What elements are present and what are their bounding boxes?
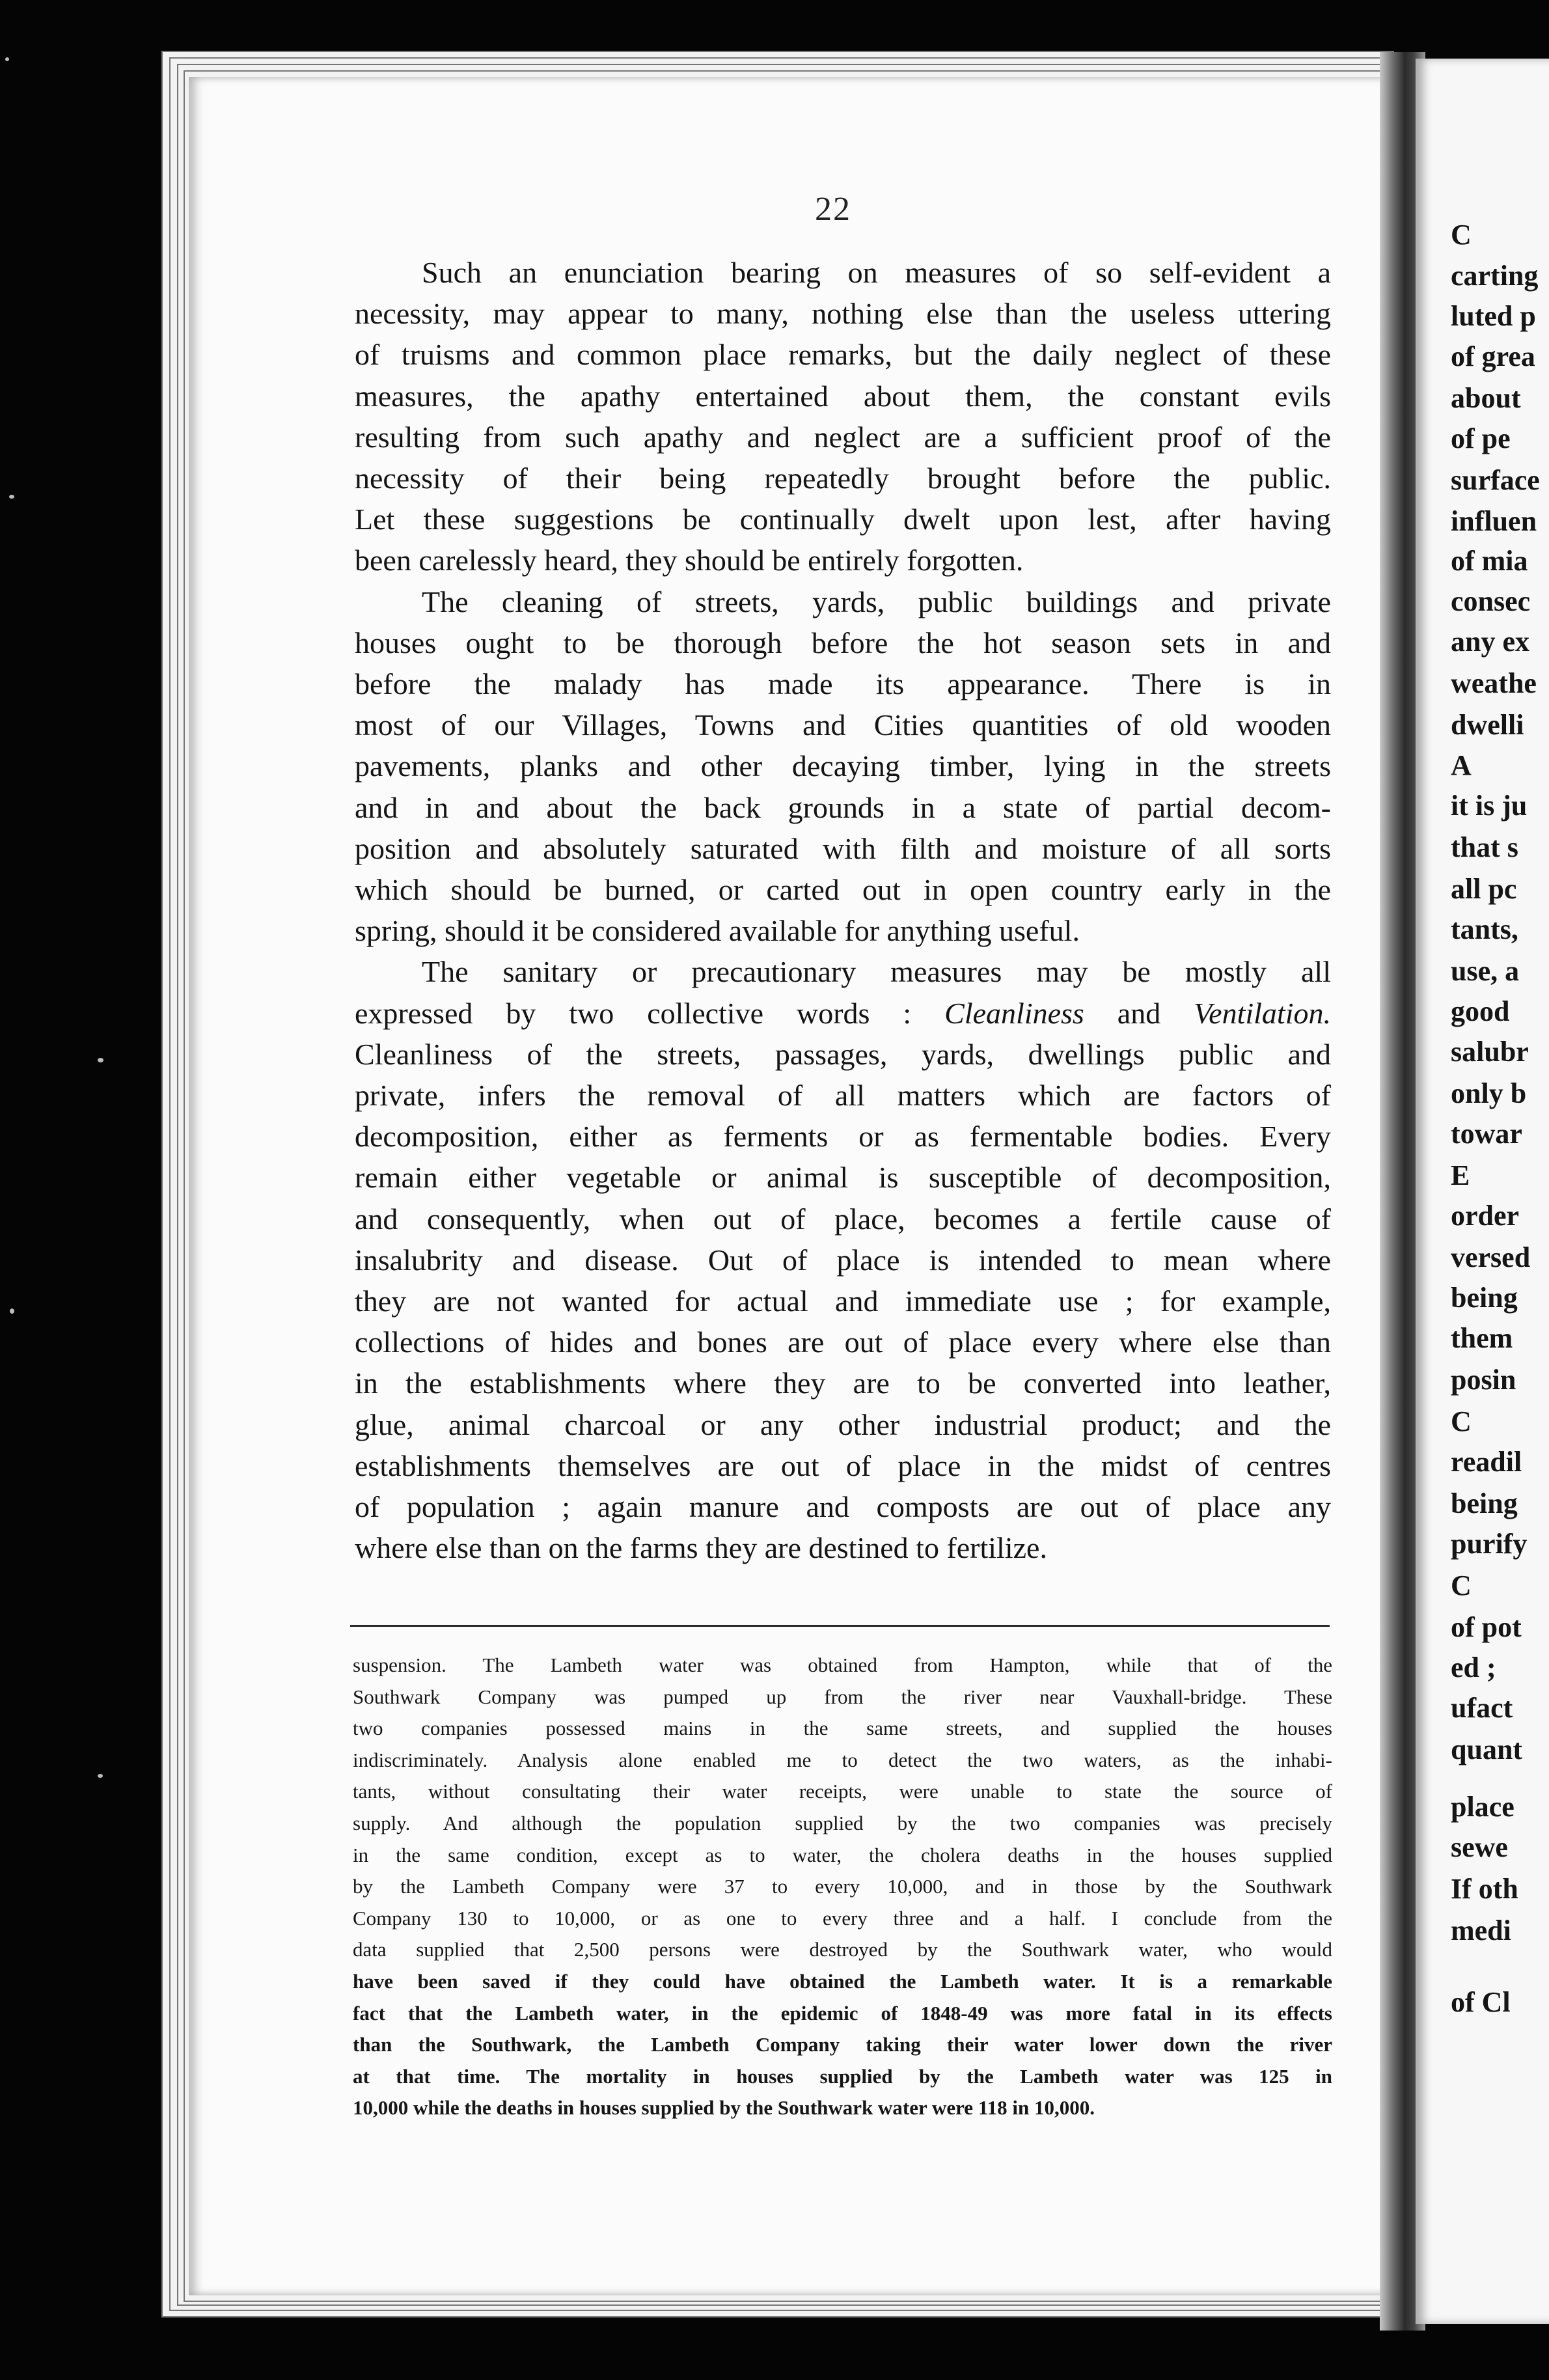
right-page-line: weathe (1451, 667, 1537, 699)
body-line: expressed by two collective words : Cleanliness and Ventilation. (355, 997, 1331, 1030)
right-page-line: place (1451, 1791, 1515, 1823)
right-page-line: ufact (1451, 1692, 1513, 1724)
body-line: and consequently, when out of place, becomes a fertile cause of (355, 1202, 1331, 1236)
footnote-line: 10,000 while the deaths in houses supplied by the Southwark water were 118 in 10,000. (353, 2096, 1095, 2119)
right-page-line: all pc (1451, 873, 1517, 905)
footnote-line: have been saved if they could have obtained the Lambeth water. It is a remarkable (353, 1970, 1332, 1993)
footnote-line: by the Lambeth Company were 37 to every 10,000, and in those by the Southwark (353, 1875, 1332, 1898)
right-page-line: posin (1451, 1364, 1516, 1396)
footnote-line: supply. And although the population supplied by the two companies was precisely (353, 1812, 1332, 1834)
footnote-line: tants, without consultating their water receipts, were unable to state the source of (353, 1780, 1332, 1803)
body-line: pavements, planks and other decaying timber, lying in the streets (355, 749, 1331, 782)
body-line: measures, the apathy entertained about them, the constant evils (355, 380, 1331, 413)
right-page-line: ed ; (1451, 1652, 1496, 1683)
right-page-line: only b (1451, 1077, 1527, 1109)
body-line: before the malady has made its appearance. There is in (355, 667, 1331, 700)
body-line: most of our Villages, Towns and Cities quantities of old wooden (355, 708, 1331, 741)
body-line: Let these suggestions be continually dwelt upon lest, after having (355, 503, 1331, 536)
footnote-rule (350, 1625, 1330, 1627)
footnote-line: data supplied that 2,500 persons were destroyed by the Southwark water, who would (353, 1938, 1332, 1961)
body-line: Such an enunciation bearing on measures of so self-evident a (422, 256, 1331, 289)
body-line: of truisms and common place remarks, but the daily neglect of these (355, 338, 1331, 371)
dust-speck (10, 1308, 14, 1314)
right-page-line: being (1451, 1488, 1518, 1519)
body-line: which should be burned, or carted out in open country early in the (355, 873, 1331, 906)
right-page-line: carting (1451, 260, 1539, 292)
right-page-line: sewe (1451, 1831, 1508, 1863)
body-line: they are not wanted for actual and immediate use ; for example, (355, 1284, 1331, 1318)
body-line: private, infers the removal of all matters which are factors of (355, 1079, 1331, 1112)
right-page-line: C (1451, 1570, 1472, 1601)
right-page-line: order (1451, 1200, 1520, 1232)
right-page-line: being (1451, 1282, 1518, 1314)
body-line: remain either vegetable or animal is susceptible of decomposition, (355, 1161, 1331, 1194)
body-line: The cleaning of streets, yards, public buildings and private (422, 585, 1331, 618)
body-line: where else than on the farms they are destined to fertilize. (355, 1531, 1047, 1564)
right-page-line: good (1451, 995, 1510, 1027)
body-line: necessity, may appear to many, nothing else than the useless uttering (355, 297, 1331, 330)
right-page-line: them (1451, 1322, 1513, 1354)
right-page-line: about (1451, 382, 1521, 414)
right-page-line: luted p (1451, 300, 1536, 332)
footnote-line: fact that the Lambeth water, in the epidemic of 1848-49 was more fatal in its effects (353, 2002, 1332, 2025)
right-page-line: towar (1451, 1118, 1522, 1150)
right-page-line: C (1451, 219, 1472, 251)
body-line: resulting from such apathy and neglect are a sufficient proof of the (355, 421, 1331, 454)
footnote-line: suspension. The Lambeth water was obtained from Hampton, while that of the (353, 1654, 1332, 1676)
footnote-line: two companies possessed mains in the same streets, and supplied the houses (353, 1717, 1332, 1739)
right-page-line: of pe (1451, 422, 1511, 454)
body-line: establishments themselves are out of place in the midst of centres (355, 1449, 1331, 1482)
right-page-line: use, a (1451, 955, 1520, 987)
right-page-line: A (1451, 749, 1472, 781)
body-line: spring, should it be considered available for anything useful. (355, 914, 1080, 947)
footnote-line: Southwark Company was pumped up from the river near Vauxhall-bridge. These (353, 1685, 1332, 1708)
right-page-line: of mia (1451, 545, 1528, 577)
body-line: The sanitary or precautionary measures may be mostly all (422, 955, 1331, 988)
body-line: glue, animal charcoal or any other industrial product; and the (355, 1408, 1331, 1441)
footnote-line: Company 130 to 10,000, or as one to every three and a half. I conclude from the (353, 1907, 1332, 1930)
right-page-line: surface (1451, 464, 1540, 496)
right-page-line: versed (1451, 1241, 1531, 1273)
right-page-line: salubr (1451, 1036, 1529, 1068)
right-page-line: tants, (1451, 913, 1518, 945)
dust-speck (98, 1058, 103, 1062)
right-page-line: of grea (1451, 340, 1535, 372)
right-page-line: dwelli (1451, 709, 1524, 741)
footnote-line: indiscriminately. Analysis alone enabled me to detect the two waters, as the inhabi- (353, 1749, 1332, 1771)
body-line: position and absolutely saturated with filth and moisture of all sorts (355, 832, 1331, 865)
right-page-line: any ex (1451, 626, 1529, 657)
right-page-line: C (1451, 1405, 1472, 1437)
right-page-line: that s (1451, 831, 1518, 863)
body-line: necessity of their being repeatedly brought before the public. (355, 462, 1331, 495)
body-line: collections of hides and bones are out of place every where else than (355, 1325, 1331, 1359)
right-page-line: influen (1451, 505, 1537, 537)
right-page-line: quant (1451, 1734, 1523, 1765)
footnote-line: at that time. The mortality in houses supplied by the Lambeth water was 125 in (353, 2065, 1332, 2088)
body-line: been carelessly heard, they should be entirely forgotten. (355, 544, 1024, 577)
dust-speck (98, 1774, 103, 1778)
footnote-line: than the Southwark, the Lambeth Company taking their water lower down the river (353, 2033, 1332, 2056)
right-page-line: of pot (1451, 1611, 1522, 1643)
body-line: decomposition, either as ferments or as fermentable bodies. Every (355, 1120, 1331, 1153)
page-number: 22 (815, 191, 851, 228)
body-line: Cleanliness of the streets, passages, yards, dwellings public and (355, 1038, 1331, 1071)
right-page-line: it is ju (1451, 790, 1528, 822)
body-line: houses ought to be thorough before the hot season sets in and (355, 626, 1331, 659)
right-page-line: of Cl (1451, 1986, 1511, 2018)
dust-speck (9, 495, 14, 499)
right-page-line: purify (1451, 1528, 1528, 1560)
body-line: of population ; again manure and composts are out of place any (355, 1490, 1331, 1523)
right-page-cropped (1416, 59, 1549, 2324)
body-line: insalubrity and disease. Out of place is intended to mean where (355, 1243, 1331, 1277)
right-page-line: medi (1451, 1915, 1511, 1946)
right-page-line: E (1451, 1159, 1470, 1191)
right-page-line: consec (1451, 585, 1531, 617)
right-page-line: readil (1451, 1446, 1522, 1478)
right-page-line: If oth (1451, 1873, 1518, 1905)
body-line: in the establishments where they are to be converted into leather, (355, 1366, 1331, 1400)
footnote-line: in the same condition, except as to water, the cholera deaths in the houses supplied (353, 1844, 1332, 1866)
dust-speck (5, 57, 9, 61)
body-line: and in and about the back grounds in a state of partial decom- (355, 791, 1331, 824)
